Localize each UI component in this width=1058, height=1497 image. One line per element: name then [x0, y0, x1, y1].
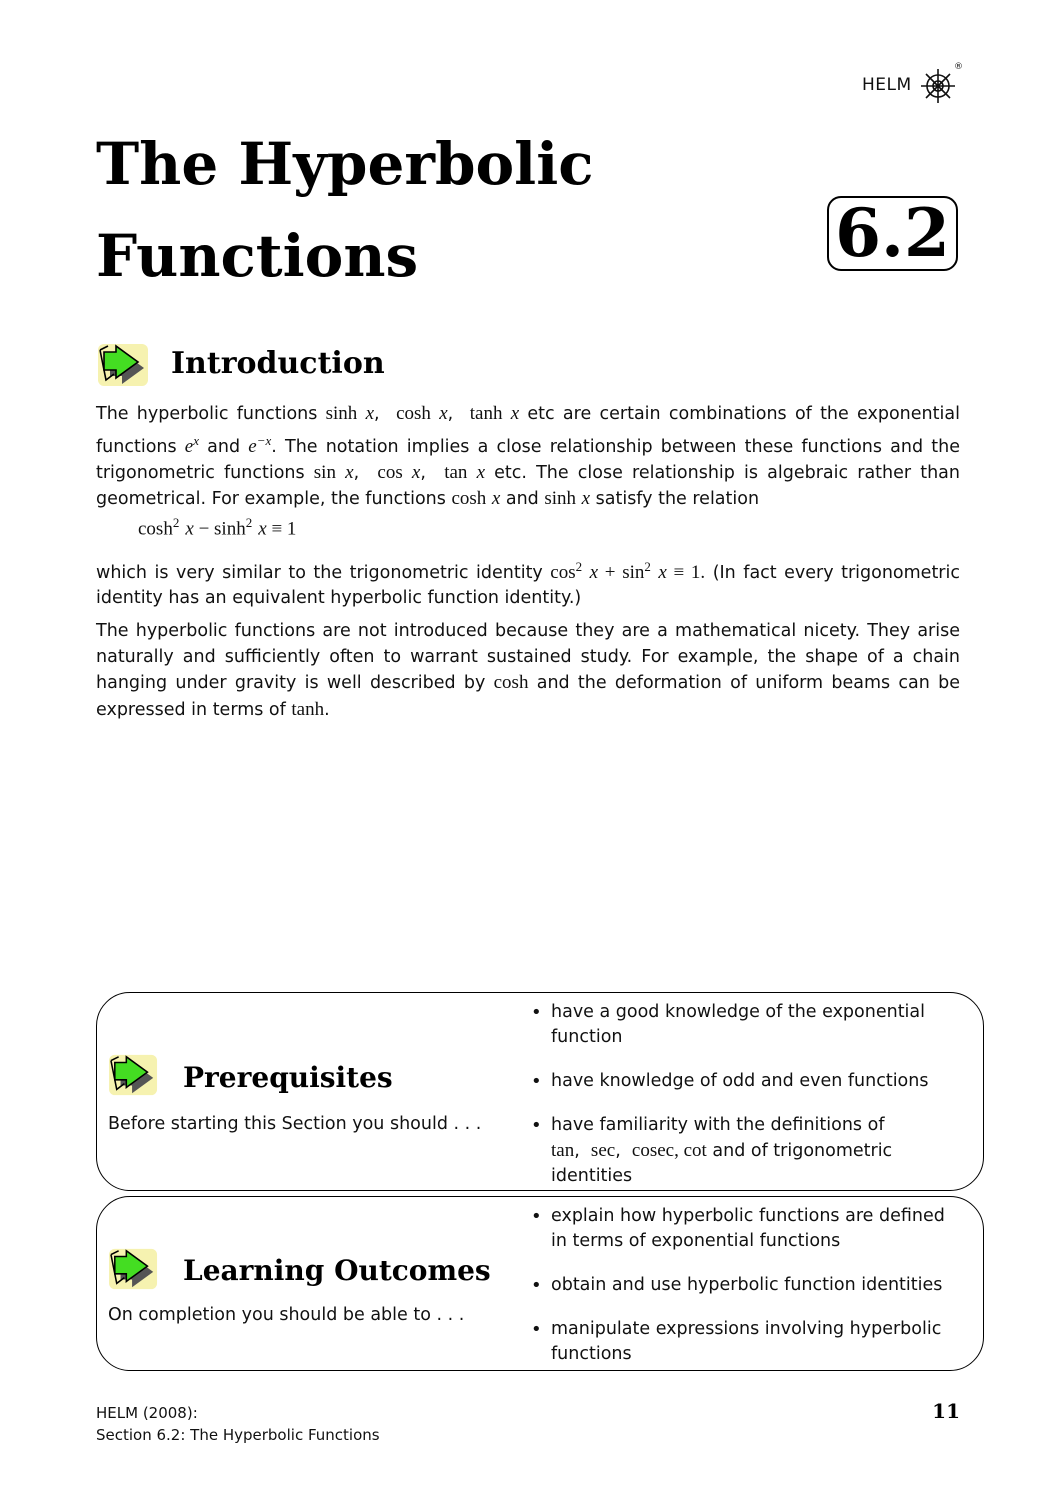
math-exponent: −x — [256, 432, 272, 448]
math-exponent: x — [193, 432, 199, 448]
math-cosh: cosh — [138, 518, 173, 540]
math-operator: + — [598, 561, 623, 583]
text-run: and of trigonometric identities — [551, 1141, 893, 1186]
list-item: • manipulate expressions involving hyperbolic functions — [527, 1317, 947, 1367]
page-title — [96, 118, 716, 302]
math-tanh: tanh — [291, 698, 325, 720]
text-run: The hyperbolic functions are not introduced because they are a mathematical nicety. They arise naturally and sufficiently often to warrant sustained study. For example, the shape of a chain hanging under gravity is well described by — [96, 621, 960, 693]
math-tan: tan — [444, 461, 468, 483]
math-equiv: ≡ 1 — [266, 518, 297, 540]
introduction-heading: Introduction — [171, 346, 385, 381]
list-item: • have a good knowledge of the exponential function — [527, 1000, 947, 1050]
math-x: x — [476, 461, 486, 483]
text-run: satisfy the relation — [590, 489, 760, 510]
helm-logo-text: HELM — [862, 75, 912, 95]
math-e: e — [184, 435, 194, 457]
math-equiv: ≡ 1. — [666, 561, 706, 583]
green-arrow-icon — [96, 340, 152, 390]
ship-wheel-icon — [920, 66, 960, 106]
math-sinh: sinh — [214, 518, 246, 540]
math-x: x — [439, 403, 448, 424]
math-x: x — [258, 518, 267, 540]
learning-outcomes-list — [527, 1204, 947, 1367]
math-exponent: 2 — [245, 515, 253, 530]
intro-paragraph-1: The hyperbolic functions sinh x, cosh x, tanh x etc are certain combinations of the exponential functions $e^x$ and $e^{-x}$. The notation implies a close relationship between these functions and the trigonometric functions sin x, cos x, tan x etc. The close relationship is algebraic rather than geometrical. For example, the functions cosh x and sinh x satisfy the relation — [96, 403, 960, 510]
text-run: etc are certain combinations of the exponential functions — [96, 404, 960, 457]
math-cosh: cosh — [451, 488, 487, 510]
text-run: (In fact every trigonometric identity has an equivalent hyperbolic function identity.) — [96, 562, 960, 609]
math-cosh: cosh — [396, 403, 431, 424]
math-tanh: tanh — [469, 403, 503, 424]
math-x: x — [411, 461, 421, 483]
list-item: • obtain and use hyperbolic function identities — [527, 1273, 947, 1298]
intro-paragraph-3 — [96, 619, 960, 723]
math-tan: tan — [551, 1140, 575, 1161]
footer-citation — [96, 1402, 380, 1446]
prerequisites-subtitle: Before starting this Section you should . . . — [108, 1114, 482, 1134]
registered-mark: ® — [954, 62, 963, 72]
math-x: x — [510, 403, 520, 424]
math-sinh: sinh — [544, 488, 577, 510]
text-run: . The notation implies a close relationship between these functions and the trigonometric functions — [96, 436, 960, 483]
list-item: • have knowledge of odd and even functions — [527, 1069, 947, 1094]
prerequisites-list — [527, 1000, 947, 1189]
math-exponent: 2 — [644, 559, 651, 574]
list-item: • have familiarity with the definitions of tan, sec, cosec, cot and of trigonometric identities — [527, 1113, 947, 1189]
prerequisites-box — [96, 992, 984, 1191]
math-operator: − — [193, 518, 215, 540]
text-run: . — [324, 699, 330, 720]
math-sin: sin — [313, 461, 336, 483]
math-cos: cos — [377, 461, 403, 483]
math-cosh: cosh — [493, 672, 529, 693]
math-exponent: 2 — [172, 515, 180, 530]
math-x: x — [345, 461, 354, 483]
section-number-badge: 6.2 — [827, 196, 958, 271]
title-line-2: Functions — [96, 222, 419, 290]
math-x: x — [185, 518, 194, 540]
math-exponent: 2 — [575, 559, 583, 574]
math-x: x — [365, 403, 375, 424]
math-cot: cot — [683, 1140, 707, 1161]
text-run: which is very similar to the trigonometric identity — [96, 562, 551, 583]
math-sin: sin — [622, 561, 645, 583]
learning-outcomes-box — [96, 1196, 984, 1371]
list-item: • explain how hyperbolic functions are defined in terms of exponential functions — [527, 1204, 947, 1254]
identity-equation — [138, 515, 296, 540]
helm-logo — [862, 62, 962, 106]
title-line-1: The Hyperbolic — [96, 130, 594, 198]
math-cos: cos — [550, 561, 576, 583]
text-run: and — [500, 489, 545, 510]
math-sinh: sinh — [325, 403, 358, 424]
text-run: have familiarity with the definitions of — [551, 1115, 885, 1135]
math-cosec: cosec — [631, 1140, 675, 1161]
text-run: and the deformation of uniform beams can be expressed in terms of — [96, 673, 961, 720]
footer-line-2: Section 6.2: The Hyperbolic Functions — [96, 1426, 380, 1444]
math-x: x — [491, 488, 501, 510]
text-run: The hyperbolic functions — [96, 404, 326, 424]
math-sec: sec — [590, 1140, 616, 1161]
math-x: x — [581, 488, 591, 510]
intro-paragraph-2 — [96, 554, 960, 612]
prerequisites-heading: Prerequisites — [183, 1061, 393, 1094]
math-x: x — [658, 561, 667, 583]
text-run: and — [199, 436, 249, 457]
footer-line-1: HELM (2008): — [96, 1404, 198, 1422]
text-run: etc. The close relationship is algebraic rather than geometrical. For example, the functions — [96, 462, 960, 510]
math-x: x — [589, 561, 599, 583]
learning-outcomes-heading: Learning Outcomes — [183, 1254, 491, 1287]
green-arrow-icon — [107, 1245, 161, 1293]
learning-outcomes-subtitle: On completion you should be able to . . . — [108, 1305, 465, 1325]
math-e: e — [248, 435, 257, 457]
page-number: 11 — [932, 1399, 960, 1423]
green-arrow-icon — [107, 1051, 161, 1099]
